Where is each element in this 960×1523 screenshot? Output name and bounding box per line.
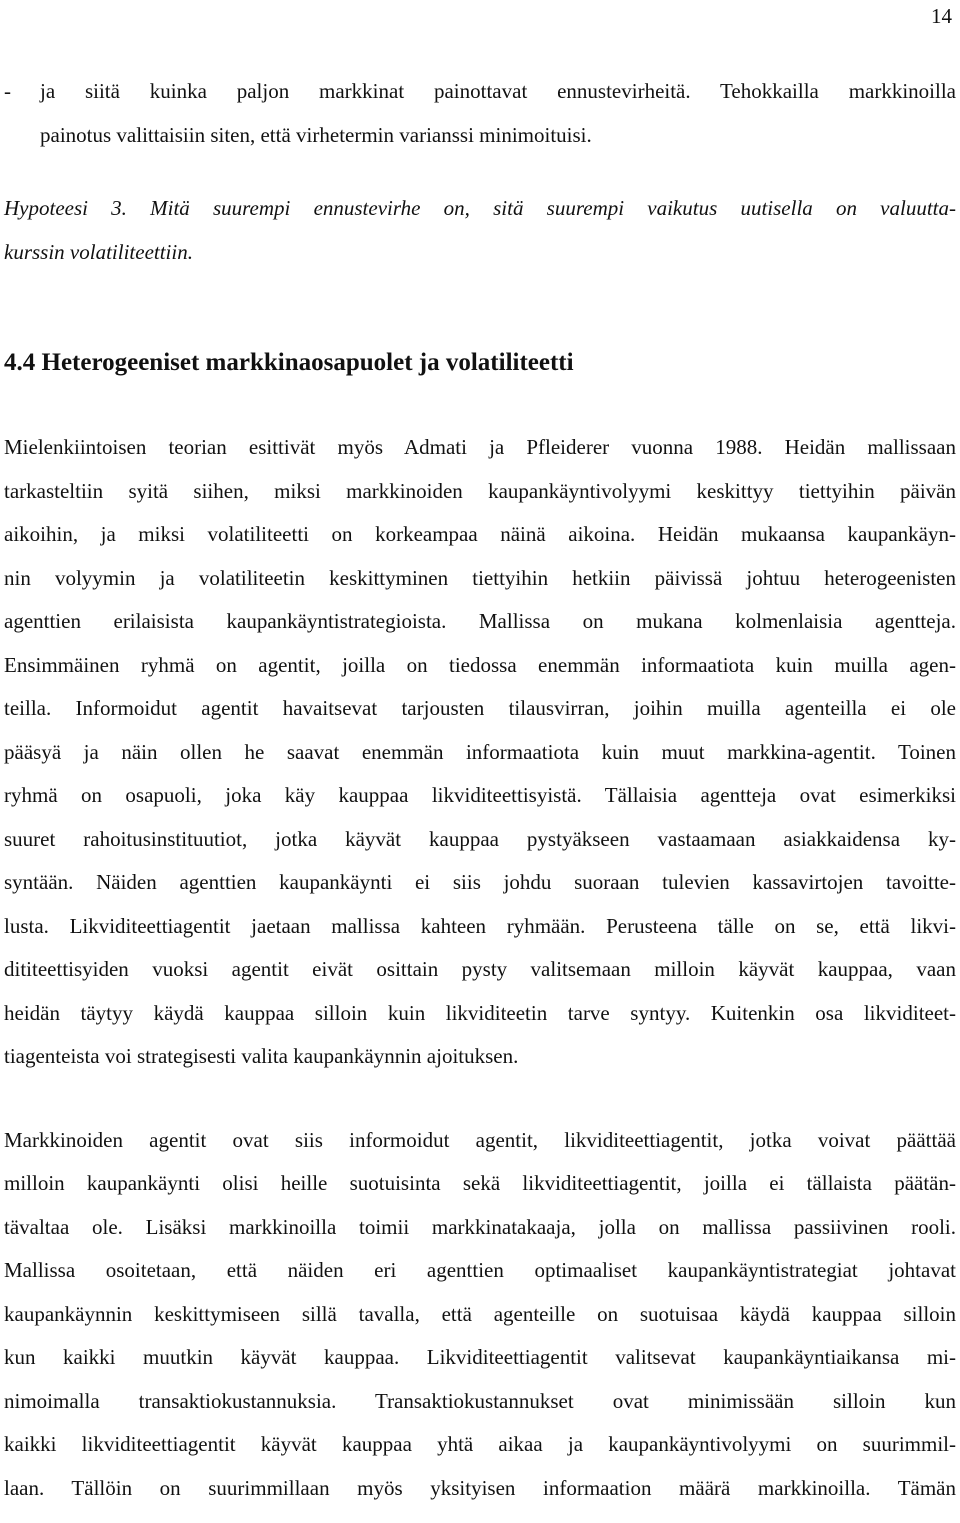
paragraph-line: lusta. Likviditeettiagentit jaetaan mallissa kahteen ryhmään. Perusteena tälle on se, että likvi- [4, 913, 956, 938]
paragraph-line: ryhmä on osapuoli, joka käy kauppaa likviditeettisyistä. Tällaisia agentteja ovat esimerkiksi [4, 783, 956, 807]
paragraph-line: syntään. Näiden agenttien kaupankäynti ei siis johdu suoraan tulevien kassavirtojen tavoitte- [4, 870, 956, 894]
paragraph-line: nin volyymin ja volatiliteetin keskittyminen tiettyihin hetkiin päivissä johtuu heterogeenisten [4, 565, 956, 590]
paragraph-line: agenttien erilaisista kaupankäyntistrategioista. Mallissa on mukana kolmenlaisia agentteja. [4, 609, 956, 633]
paragraph-line: laan. Tällöin on suurimmillaan myös yksityisen informaation määrä markkinoilla. Tämän [4, 1475, 956, 1500]
section-heading: 4.4 Heterogeeniset markkinaosapuolet ja volatiliteetti [4, 349, 574, 376]
bullet-line [4, 70, 956, 114]
page-number: 14 [931, 4, 952, 28]
paragraph-line: tiagenteista voi strategisesti valita kaupankäynnin ajoituksen. [4, 1044, 519, 1068]
document-body [4, 70, 956, 1510]
hypothesis [4, 187, 956, 274]
paragraph-2 [4, 1119, 956, 1511]
bullet-text: ja siitä kuinka paljon markkinat painottavat ennustevirheitä. Tehokkailla markkinoilla [40, 79, 956, 103]
paragraph-1 [4, 426, 956, 1079]
paragraph-line: aikoihin, ja miksi volatiliteetti on korkeampaa näinä aikoina. Heidän mukaansa kaupankäyn- [4, 522, 956, 546]
paragraph-line: Ensimmäinen ryhmä on agentit, joilla on tiedossa enemmän informaatiota kuin muilla agen- [4, 652, 956, 677]
paragraph-line: tävaltaa ole. Lisäksi markkinoilla toimii markkinatakaaja, jolla on mallissa passiivinen rooli. [4, 1214, 956, 1239]
bullet-dash: - [4, 79, 11, 103]
paragraph-line: kaupankäynnin keskittymiseen sillä tavalla, että agenteille on suotuisaa käydä kauppaa silloin [4, 1301, 956, 1326]
bullet-line: painotus valittaisiin siten, että virhetermin varianssi minimoituisi. [40, 122, 592, 147]
paragraph-line: kaikki likviditeettiagentit käyvät kauppaa yhtä aikaa ja kaupankäyntivolyymi on suurimmil- [4, 1432, 956, 1456]
paragraph-line: nimoimalla transaktiokustannuksia. Transaktiokustannukset ovat minimissään silloin kun [4, 1388, 956, 1413]
paragraph-line: milloin kaupankäynti olisi heille suotuisinta sekä likviditeettiagentit, joilla ei tällaista päätän- [4, 1171, 956, 1195]
paragraph-line: dititeettisyiden vuoksi agentit eivät osittain pysty valitsemaan milloin käyvät kauppaa, vaan [4, 957, 956, 981]
hypothesis-line: kurssin volatiliteettiin. [4, 239, 193, 264]
paragraph-line: heidän täytyy käydä kauppaa silloin kuin likviditeetin tarve syntyy. Kuitenkin osa likviditeet- [4, 1000, 956, 1025]
paragraph-line: tarkasteltiin syitä siihen, miksi markkinoiden kaupankäyntivolyymi keskittyy tiettyihin päivän [4, 478, 956, 503]
paragraph-line: Markkinoiden agentit ovat siis informoidut agentit, likviditeettiagentit, jotka voivat päättää [4, 1127, 956, 1152]
paragraph-line: pääsyä ja näin ollen he saavat enemmän informaatiota kuin muut markkina-agentit. Toinen [4, 739, 956, 764]
paragraph-line: kun kaikki muutkin käyvät kauppaa. Likviditeettiagentit valitsevat kaupankäyntiaikansa mi- [4, 1345, 956, 1369]
paragraph-line: Mallissa osoitetaan, että näiden eri agenttien optimaaliset kaupankäyntistrategiat johtavat [4, 1258, 956, 1282]
paragraph-line: teilla. Informoidut agentit havaitsevat tarjousten tilausvirran, joihin muilla agenteilla ei ole [4, 696, 956, 720]
hypothesis-line: Hypoteesi 3. Mitä suurempi ennustevirhe on, sitä suurempi vaikutus uutisella on valuutta- [4, 196, 956, 220]
bullet-item [4, 70, 956, 157]
paragraph-line: Mielenkiintoisen teorian esittivät myös Admati ja Pfleiderer vuonna 1988. Heidän mallissaan [4, 435, 956, 459]
paragraph-line: suuret rahoitusinstituutiot, jotka käyvät kauppaa pystyäkseen vastaamaan asiakkaidensa ky- [4, 826, 956, 851]
